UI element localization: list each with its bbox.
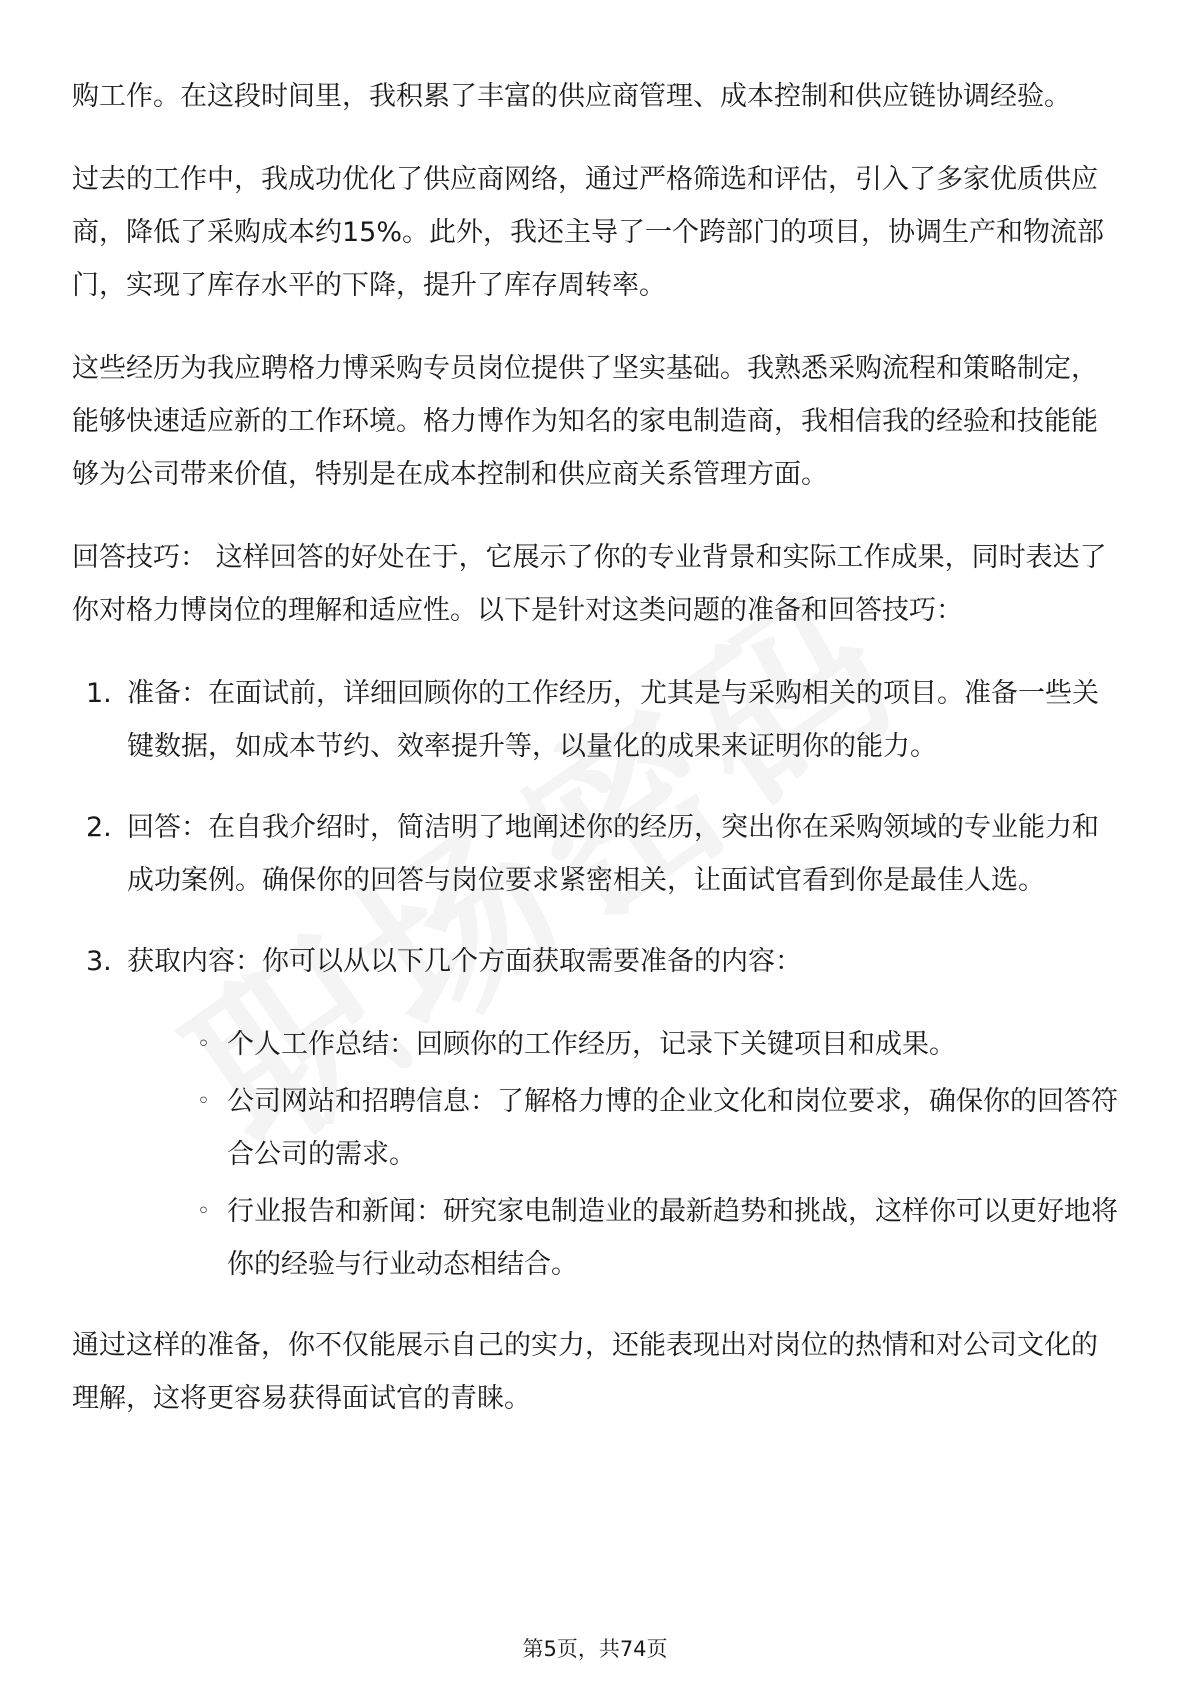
list-item [72,935,1122,1291]
hollow-bullet-icon: ◦ [197,1032,210,1057]
hollow-bullet-icon: ◦ [197,1199,210,1224]
sub-list [127,1018,1122,1291]
sub-list-item [127,1018,1122,1071]
list-number: 1. [86,678,112,709]
list-item [72,801,1122,907]
hollow-bullet-icon: ◦ [197,1089,210,1114]
sub-list-item-text: 行业报告和新闻：研究家电制造业的最新趋势和挑战，这样你可以更好地将你的经验与行业动态相结合。 [227,1196,1118,1280]
paragraph-fit: 这些经历为我应聘格力博采购专员岗位提供了坚实基础。我熟悉采购流程和策略制定，能够快速适应新的工作环境。格力博作为知名的家电制造商，我相信我的经验和技能能够为公司带来价值，特别是在成本控制和供应商关系管理方面。 [72,353,1098,490]
sub-list-item-text: 个人工作总结：回顾你的工作经历，记录下关键项目和成果。 [227,1029,956,1060]
paragraph-answer-tips: 回答技巧： 这样回答的好处在于，它展示了你的专业背景和实际工作成果，同时表达了你对格力博岗位的理解和适应性。以下是针对这类问题的准备和回答技巧： [72,542,1107,626]
paragraph-closing: 通过这样的准备，你不仅能展示自己的实力，还能表现出对岗位的热情和对公司文化的理解，这将更容易获得面试官的青睐。 [72,1330,1098,1414]
paragraph-experience-intro: 购工作。在这段时间里，我积累了丰富的供应商管理、成本控制和供应链协调经验。 [72,81,1071,112]
list-number: 3. [86,946,112,977]
list-item-text: 获取内容：你可以从以下几个方面获取需要准备的内容： [127,946,802,977]
document-body [72,70,1122,1425]
paragraph-achievements: 过去的工作中，我成功优化了供应商网络，通过严格筛选和评估，引入了多家优质供应商，降低了采购成本约15%。此外，我还主导了一个跨部门的项目，协调生产和物流部门，实现了库存水平的下降，提升了库存周转率。 [72,164,1105,301]
sub-list-item [127,1075,1122,1181]
page-number: 第5页，共74页 [522,1637,668,1661]
sub-list-item [127,1185,1122,1291]
list-item-text: 回答：在自我介绍时，简洁明了地阐述你的经历，突出你在采购领域的专业能力和成功案例。确保你的回答与岗位要求紧密相关，让面试官看到你是最佳人选。 [127,812,1099,896]
list-number: 2. [86,812,112,843]
sub-list-item-text: 公司网站和招聘信息：了解格力博的企业文化和岗位要求，确保你的回答符合公司的需求。 [227,1086,1118,1170]
list-item-text: 准备：在面试前，详细回顾你的工作经历，尤其是与采购相关的项目。准备一些关键数据，如成本节约、效率提升等，以量化的成果来证明你的能力。 [127,678,1099,762]
tips-list [72,667,1122,1291]
list-item [72,667,1122,773]
